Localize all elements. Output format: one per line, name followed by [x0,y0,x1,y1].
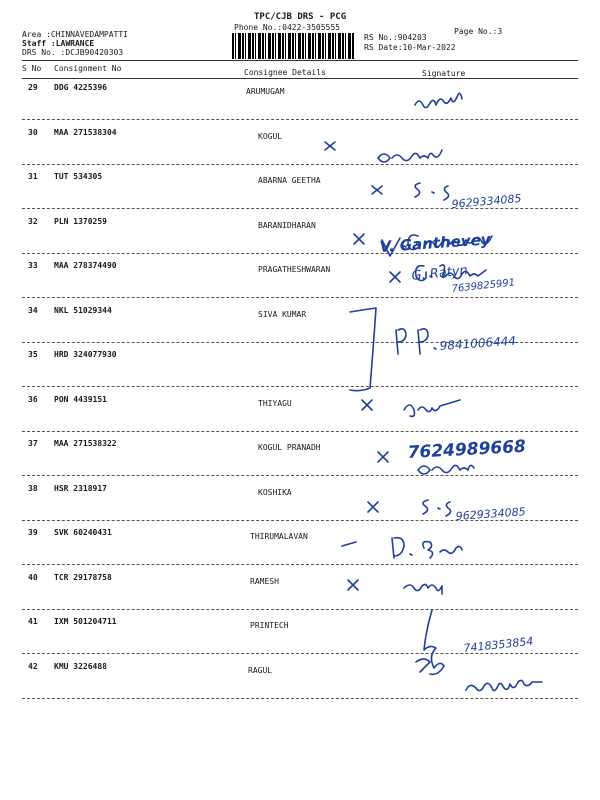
row-divider [22,119,578,120]
signature-40 [392,538,462,558]
row-sno: 39 [28,528,38,537]
row-divider [22,564,578,565]
row-sno: 36 [28,394,38,404]
cross-mark-37 [378,452,388,462]
row-consignee-name: THIRUMALAVAN [250,532,308,541]
row-consignment-number: HRD 324077930 [54,350,117,359]
rs-date: RS Date:10-Mar-2022 [364,43,456,52]
row-consignee-name: RAMESH [250,576,279,586]
handwritten-phone-31: 9629334085 [451,191,522,211]
cross-mark-36 [362,400,372,410]
signature-30 [378,150,442,162]
row-sno: 35 [28,350,38,359]
handwritten-phone-35: 9841006444 [439,333,517,353]
row-sno: 30 [28,127,38,137]
row-sno: 32 [28,216,38,226]
row-sno: 34 [28,305,38,315]
cross-mark-30 [325,142,335,150]
column-header-consignment: Consignment No [54,64,122,73]
row-divider [22,253,578,254]
row-consignee-name: PRINTECH [250,621,289,630]
header-rule-bottom [22,78,578,79]
column-header-signature: Signature [422,69,466,78]
row-divider [22,342,578,343]
signature-33 [416,265,486,281]
handwritten-phone-39: 9629334085 [455,505,527,523]
row-consignment-number: MAA 278374490 [54,261,117,270]
row-consignment-number: TUT 534305 [54,172,103,181]
dash-mark-40 [342,542,356,546]
row-consignee-name: KOSHIKA [258,487,292,497]
area-field: Area :CHINNAVEDAMPATTI [22,30,128,39]
row-divider [22,475,578,476]
cross-mark-31 [372,186,382,194]
signature-38 [418,465,474,474]
row-divider [22,609,578,610]
row-divider [22,653,578,654]
signature-36 [404,400,460,416]
row-consignment-number: SVK 60240431 [54,528,112,537]
cross-mark-39 [368,502,378,512]
row-consignee-name: THIYAGU [258,398,292,408]
row-consignee-name: SIVA KUMAR [258,309,307,319]
row-consignment-number: HSR 2318917 [54,483,107,493]
column-header-sno: S No [22,64,42,73]
signature-42-scribble [416,610,444,674]
row-consignee-name: RAGUL [248,665,273,675]
cross-mark-32 [354,234,364,244]
barcode [232,33,354,59]
row-consignee-name: ABARNA GEETHA [258,176,321,185]
header-rule-top [22,60,578,61]
row-consignment-number: NKL 51029344 [54,305,112,315]
row-consignee-name: BARANIDHARAN [258,220,316,230]
row-sno: 37 [28,439,38,448]
signature-39 [423,500,451,516]
drs-number: DRS No. :DCJB90420303 [22,48,124,57]
row-consignment-number: MAA 271538322 [54,439,117,448]
row-divider [22,520,578,521]
row-sno: 41 [28,617,38,626]
signature-29 [415,93,462,107]
row-divider [22,208,578,209]
row-divider [22,698,578,699]
handwritten-name-33: G. Ratyn [410,263,469,284]
row-divider [22,297,578,298]
page-number: Page No.:3 [454,27,503,36]
handwritten-phone-41: 7418353854 [462,634,534,655]
row-consignment-number: DDG 4225396 [54,83,107,92]
bracket-mark-34-35 [350,308,376,391]
phone-number: Phone No.:0422-3505555 [234,23,340,32]
handwritten-phone-37: 7624989668 [407,436,527,463]
row-divider [22,164,578,165]
handwritten-name-32: V. Ganthevey [379,230,492,256]
row-consignment-number: IXM 501204711 [54,617,117,626]
row-consignee-name: ARUMUGAM [246,87,285,96]
rs-number: RS No.:904203 [364,33,427,42]
row-divider [22,386,578,387]
row-consignment-number: PON 4439151 [54,394,107,404]
row-sno: 31 [28,172,38,181]
row-sno: 38 [28,483,38,493]
handwritten-phone-33: 7639825991 [451,277,516,295]
row-sno: 42 [28,661,38,671]
row-consignment-number: KMU 3226488 [54,661,107,671]
signature-42 [466,680,542,690]
signature-31 [415,183,449,200]
document-title: TPC/CJB DRS - PCG [254,12,347,22]
cross-mark-33 [390,272,400,282]
row-sno: 33 [28,261,38,270]
staff-field: Staff :LAWRANCE [22,39,95,48]
row-consignee-name: KOGUL [258,131,283,141]
row-consignee-name: KOGUL PRANADH [258,443,321,452]
row-sno: 29 [28,83,38,92]
row-divider [22,431,578,432]
signature-41 [404,584,442,594]
row-consignment-number: TCR 29178758 [54,572,112,582]
row-consignee-name: PRAGATHESHWARAN [258,265,331,274]
cross-mark-41 [348,580,358,590]
row-sno: 40 [28,572,38,582]
row-consignment-number: MAA 271538304 [54,127,117,137]
column-header-consignee: Consignee Details [244,68,326,77]
row-consignment-number: PLN 1370259 [54,216,107,226]
